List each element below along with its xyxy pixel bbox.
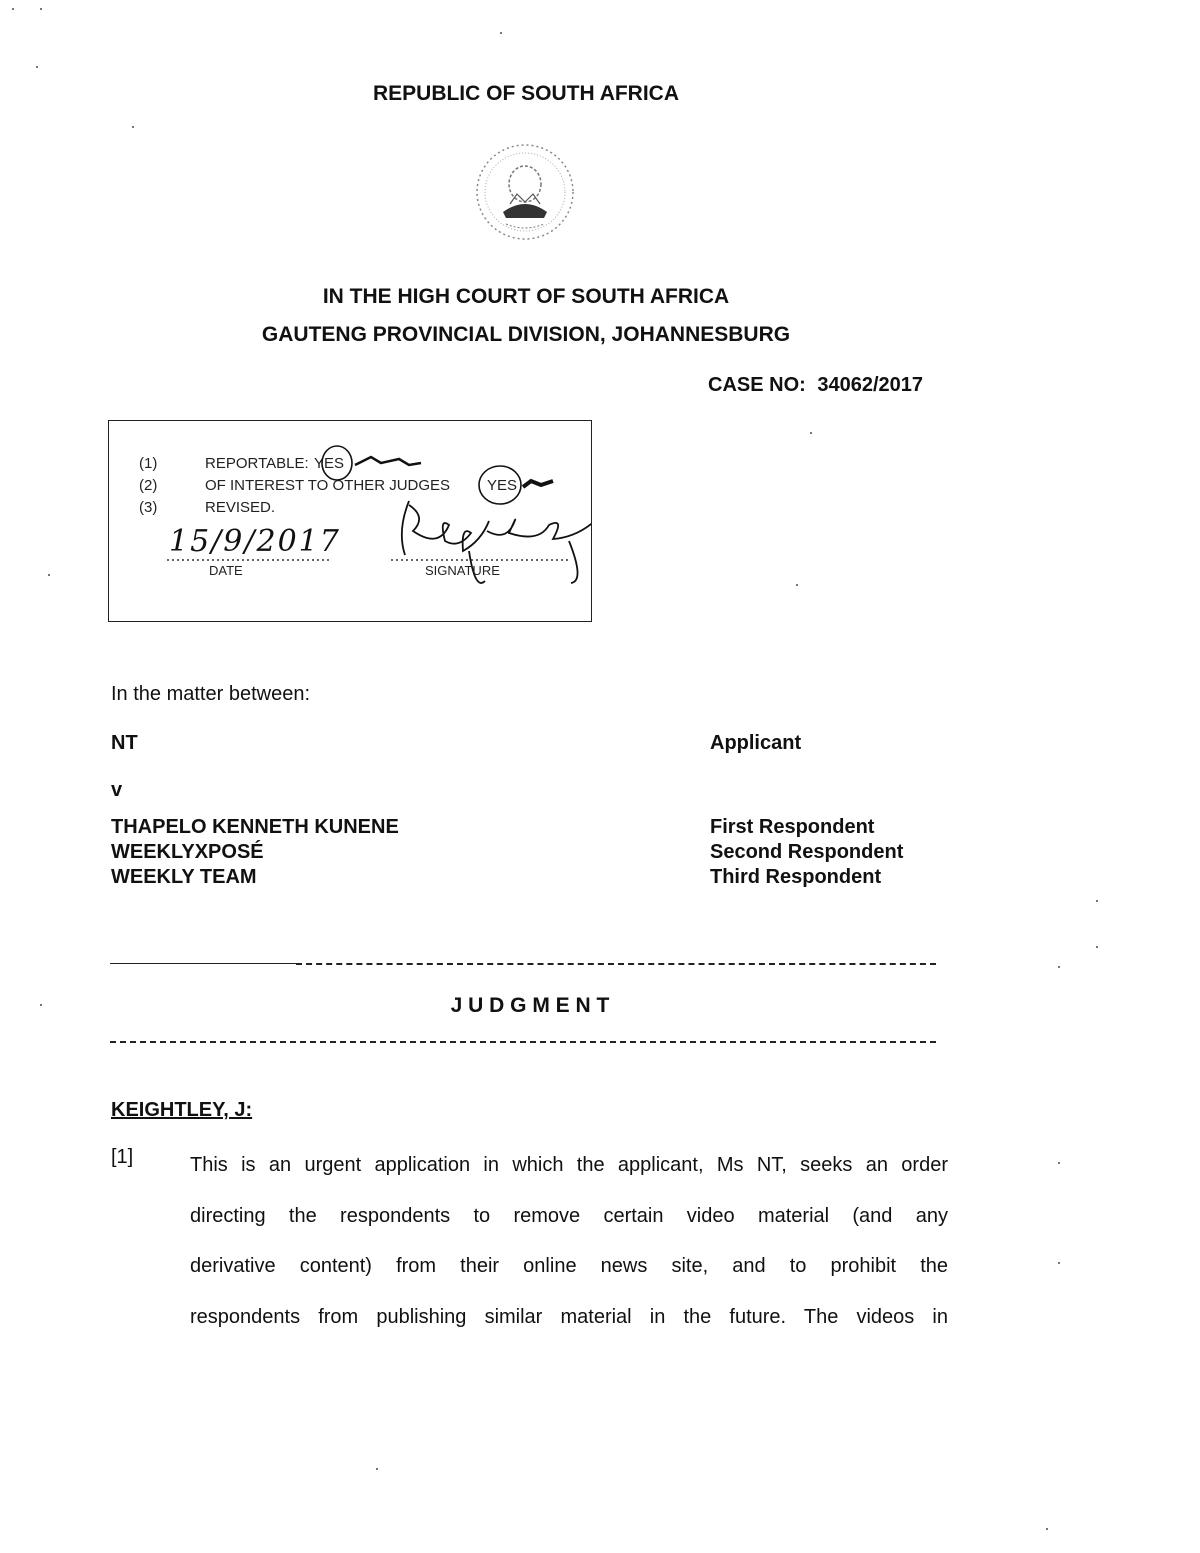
respondent-3-role: Third Respondent: [710, 866, 882, 888]
respondent-1-name: THAPELO KENNETH KUNENE: [111, 816, 399, 838]
stamp-item-2-answer: YES: [487, 477, 518, 494]
handwritten-date: 15/9/2017: [169, 524, 341, 559]
respondent-2-role: Second Respondent: [710, 841, 904, 863]
matter-intro: In the matter between:: [111, 683, 311, 705]
republic-heading: REPUBLIC OF SOUTH AFRICA: [372, 82, 680, 105]
paragraph-line: respondents from publishing similar material in the future. The videos in: [190, 1305, 948, 1328]
rule-top-solid: [110, 963, 296, 964]
stamp-item-1-answer: YES: [314, 455, 345, 472]
judgment-title: J U D G M E N T: [450, 994, 610, 1017]
scan-speck: [40, 1004, 42, 1006]
scan-speck: [12, 8, 14, 10]
scan-speck: [810, 432, 812, 434]
paragraph-number: [1]: [111, 1146, 134, 1168]
scan-speck: [796, 584, 798, 586]
paragraph-1: [190, 1140, 948, 1342]
respondent-1-role: First Respondent: [710, 816, 875, 838]
scan-speck: [500, 32, 502, 34]
scan-speck: [36, 66, 38, 68]
stamp-item-3-text: REVISED.: [205, 499, 276, 516]
scan-speck: [1096, 900, 1098, 902]
paragraph-line: derivative content) from their online news site, and to prohibit the: [190, 1255, 948, 1277]
paragraph-line: directing the respondents to remove certain video material (and any: [190, 1204, 948, 1227]
scan-speck: [40, 8, 42, 10]
case-number: [708, 374, 923, 397]
date-label: DATE: [209, 563, 243, 578]
scan-speck: [1096, 946, 1098, 948]
case-no-value: 34062/2017: [817, 374, 924, 396]
versus: v: [111, 779, 123, 801]
signature-label: SIGNATURE: [425, 563, 500, 578]
case-no-label: CASE NO:: [708, 374, 806, 396]
scan-speck: [1058, 1262, 1060, 1264]
coat-of-arms-seal: [470, 140, 580, 244]
respondent-3-name: WEEKLY TEAM: [111, 866, 257, 888]
applicant-name: NT: [111, 732, 138, 754]
judge-name: KEIGHTLEY, J:: [111, 1099, 253, 1121]
applicant-role: Applicant: [710, 732, 802, 754]
stamp-item-1-num: (1): [139, 455, 158, 472]
stamp-item-3-num: (3): [139, 499, 158, 516]
stamp-item-1-text: REPORTABLE:: [205, 455, 309, 472]
paragraph-line: This is an urgent application in which the applicant, Ms NT, seeks an order: [190, 1154, 948, 1176]
scan-speck: [376, 1468, 378, 1470]
scan-speck: [1058, 966, 1060, 968]
scan-speck: [48, 574, 50, 576]
respondent-2-name: WEEKLYXPOSÉ: [111, 841, 264, 863]
rule-bottom-dashed: [110, 1041, 936, 1043]
handwritten-marks: [109, 421, 591, 621]
court-heading: IN THE HIGH COURT OF SOUTH AFRICA: [322, 285, 730, 308]
scan-speck: [1058, 1162, 1060, 1164]
scan-speck: [1046, 1528, 1048, 1530]
scan-speck: [132, 126, 134, 128]
rule-top-dashed: [296, 963, 936, 965]
reportability-stamp: [108, 420, 592, 622]
division-heading: GAUTENG PROVINCIAL DIVISION, JOHANNESBURG: [261, 323, 791, 346]
stamp-item-2-num: (2): [139, 477, 158, 494]
stamp-item-2-text: OF INTEREST TO OTHER JUDGES: [205, 477, 451, 494]
